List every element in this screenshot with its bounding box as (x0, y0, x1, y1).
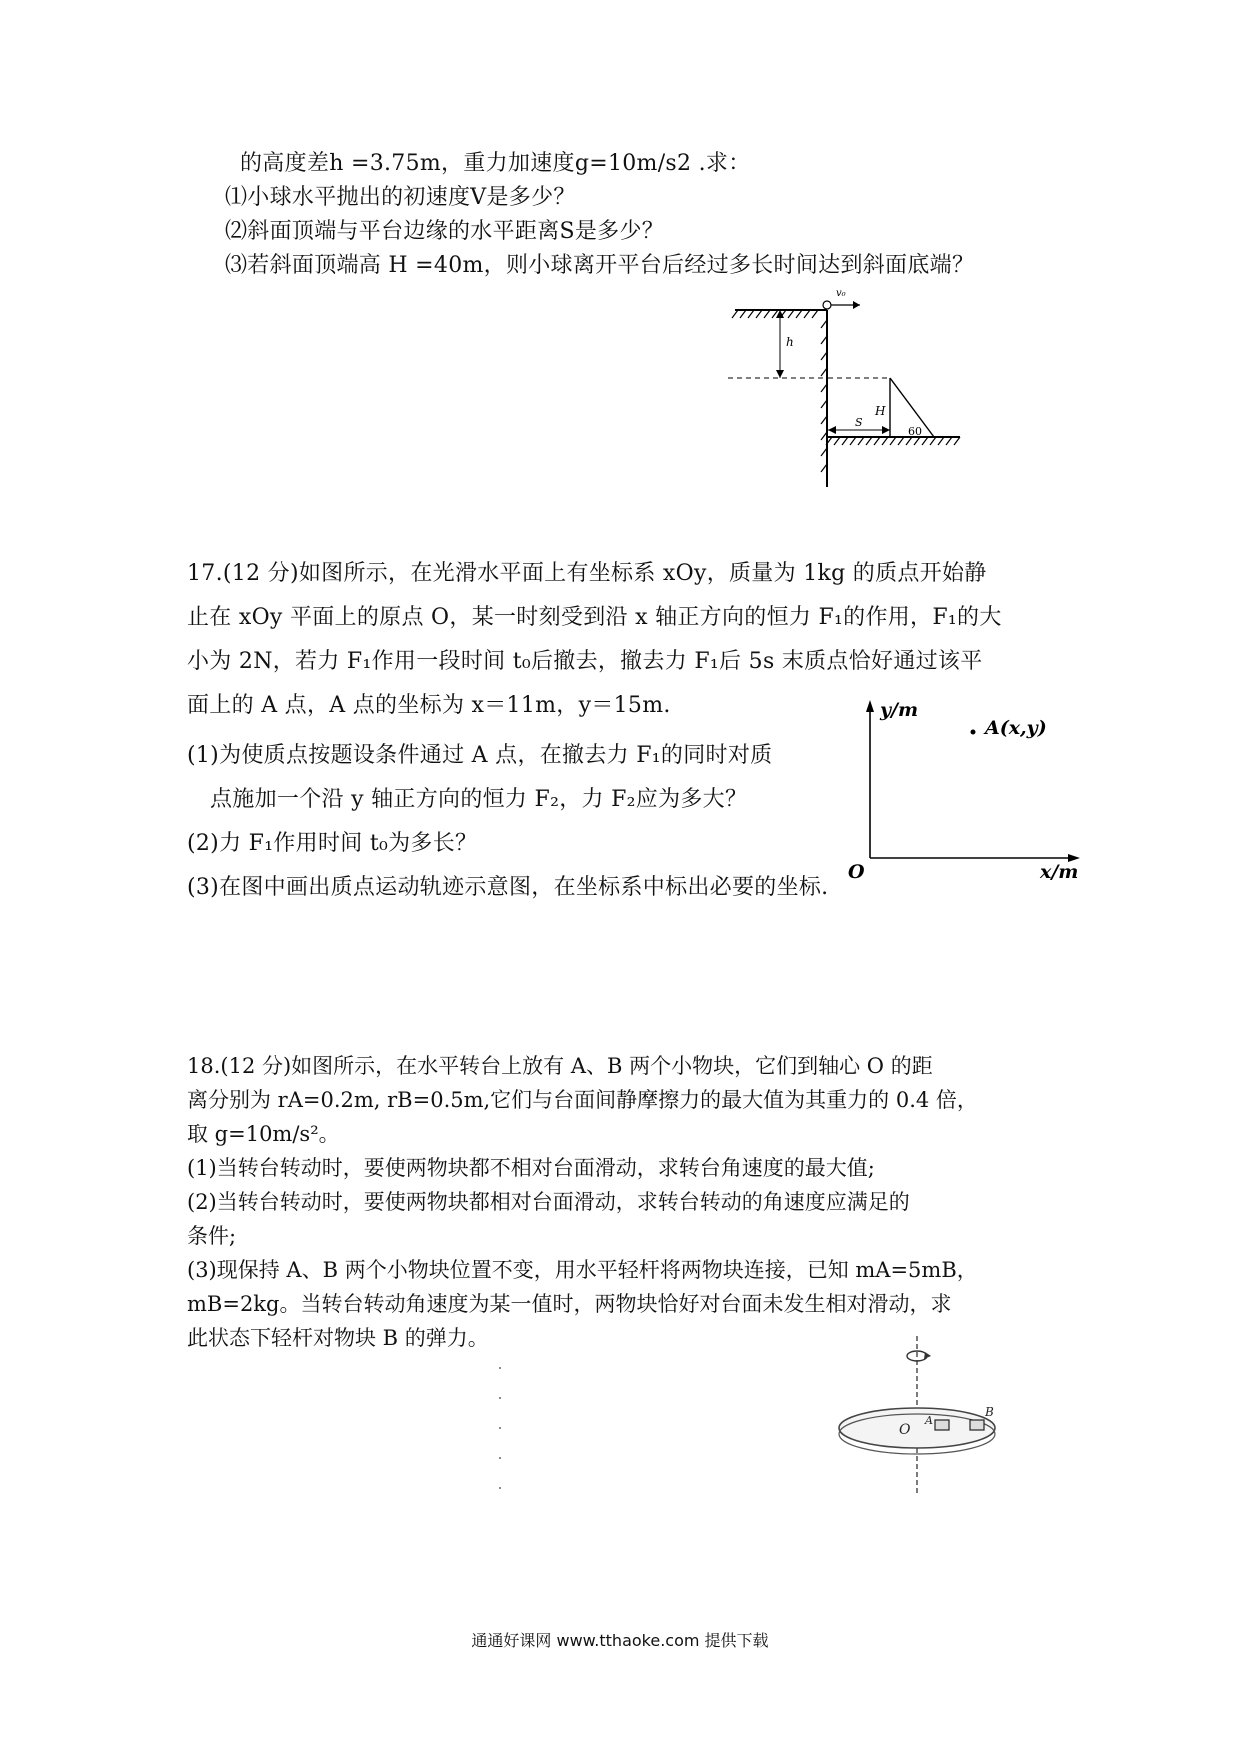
q16-label-S: S (855, 416, 863, 429)
q18-sub1: (1)当转台转动时，要使两物块都不相对台面滑动，求转台角速度的最大值; (187, 1156, 875, 1180)
q17-sub1a: (1)为使质点按题设条件通过 A 点，在撤去力 F₁的同时对质 (187, 743, 773, 768)
q18-sub3b: mB=2kg。当转台转动角速度为某一值时，两物块恰好对台面未发生相对滑动，求 (187, 1292, 952, 1316)
q16-label-h: h (786, 335, 794, 349)
q18-sub3a: (3)现保持 A、B 两个小物块位置不变，用水平轻杆将两物块连接，已知 mA=5mB， (187, 1258, 978, 1282)
q18-sub3c: 此状态下轻杆对物块 B 的弹力。 (187, 1326, 489, 1350)
q17-origin: O (848, 861, 865, 880)
q17-line2: 止在 xOy 平面上的原点 O，某一时刻受到沿 x 轴正方向的恒力 F₁的作用，F₁的大 (187, 605, 1002, 630)
q17-line3: 小为 2N，若力 F₁作用一段时间 t₀后撤去，撤去力 F₁后 5s 末质点恰好通过该平 (187, 649, 983, 674)
q17-line1: 17.(12 分)如图所示，在光滑水平面上有坐标系 xOy，质量为 1kg 的质点开始静 (187, 561, 987, 586)
q17-sub2: (2)力 F₁作用时间 t₀为多长？ (187, 831, 478, 856)
q17-xlabel: x/m (1040, 861, 1079, 880)
q18-label-B: B (985, 1405, 994, 1419)
q16-figure (720, 280, 1020, 510)
q16-sub1: ⑴小球水平抛出的初速度V是多少？ (225, 185, 576, 210)
q16-sub2: ⑵斜面顶端与平台边缘的水平距离S是多少？ (225, 219, 665, 244)
q18-figure (825, 1330, 1045, 1500)
q16-label-angle: 60 (908, 425, 922, 438)
q18-label-O: O (899, 1422, 911, 1438)
q18-line1: 18.(12 分)如图所示，在水平转台上放有 A、B 两个小物块，它们到轴心 O 的距 (187, 1054, 933, 1078)
q17-line4: 面上的 A 点，A 点的坐标为 x＝11m，y＝15m. (187, 693, 671, 718)
q18-sub2a: (2)当转台转动时，要使两物块都相对台面滑动，求转台转动的角速度应满足的 (187, 1190, 910, 1214)
q16-sub3: ⑶若斜面顶端高 H =40m，则小球离开平台后经过多长时间达到斜面底端？ (225, 253, 975, 278)
q17-point-label: A(x,y) (985, 717, 1047, 739)
q16-text-cont: 的高度差h =3.75m，重力加速度g=10m/s2 .求： (240, 151, 751, 176)
page-footer: 通通好课网 www.tthaoke.com 提供下载 (471, 1631, 769, 1650)
q18-sub2b: 条件; (187, 1224, 237, 1248)
q18-line2: 离分别为 rA=0.2m, rB=0.5m,它们与台面间静摩擦力的最大值为其重力的 0.4 倍， (187, 1088, 978, 1112)
q17-ylabel: y/m (880, 699, 919, 721)
q18-line3: 取 g=10m/s²。 (187, 1122, 340, 1146)
q17-sub1b: 点施加一个沿 y 轴正方向的恒力 F₂，力 F₂应为多大？ (210, 787, 748, 812)
q17-sub3: (3)在图中画出质点运动轨迹示意图，在坐标系中标出必要的坐标. (187, 875, 829, 900)
scan-dots (495, 1365, 505, 1505)
q18-label-A: A (925, 1414, 933, 1427)
q16-label-v0: v₀ (836, 288, 846, 299)
q17-figure (840, 690, 1090, 880)
q16-label-H: H (875, 404, 886, 418)
